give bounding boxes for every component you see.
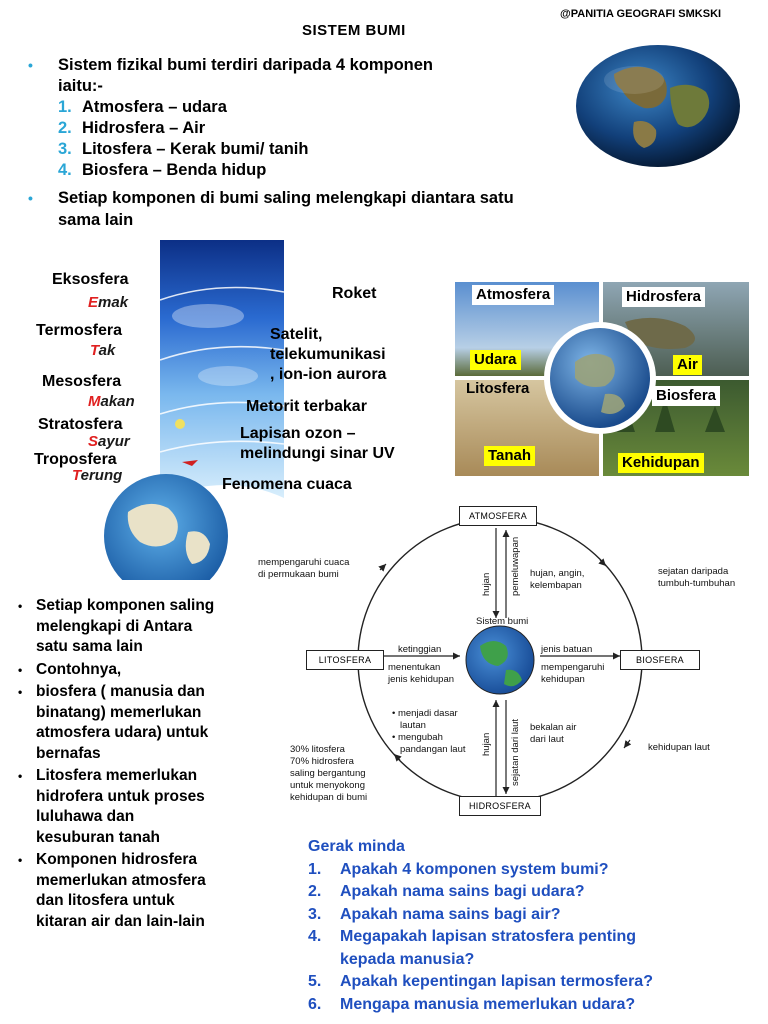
bullet-icon: • bbox=[18, 599, 23, 613]
layer-termosfera: Termosfera bbox=[36, 322, 122, 339]
label-kehidupan: Kehidupan bbox=[618, 453, 704, 473]
text-batuan: jenis batuan bbox=[541, 644, 593, 655]
label-litosfera: Litosfera bbox=[466, 380, 530, 397]
desc-satelit: Satelit, telekumunikasi , ion-ion aurora bbox=[270, 326, 387, 383]
mnemonic-tak: Tak bbox=[90, 342, 116, 359]
text-sejatan: sejatan daripada tumbuh-tumbuhan bbox=[658, 566, 736, 589]
author-credit: @PANITIA GEOGRAFI SMKSKI bbox=[560, 8, 722, 20]
label-biosfera: Biosfera bbox=[652, 386, 720, 406]
text-mempengaruhi: mempengaruhi kehidupan bbox=[541, 662, 605, 685]
intro-line: Setiap komponen di bumi saling melengkapi diantara satu bbox=[58, 189, 514, 207]
question-item: 6. Mengapa manusia memerlukan udara? bbox=[308, 995, 636, 1013]
text-hujan-top: hujan bbox=[481, 572, 492, 596]
label-atmosfera: Atmosfera bbox=[472, 285, 554, 305]
component-item: 1. Atmosfera – udara bbox=[58, 98, 227, 116]
component-item: 3. Litosfera – Kerak bumi/ tanih bbox=[58, 140, 309, 158]
layer-mesosfera: Mesosfera bbox=[42, 373, 122, 390]
intro-line: sama lain bbox=[58, 211, 134, 229]
bullet-icon: • bbox=[28, 190, 33, 206]
component-item: 4. Biosfera – Benda hidup bbox=[58, 161, 267, 179]
text-pemeluwapan: pemeluwapan bbox=[510, 536, 521, 596]
component-item: 2. Hidrosfera – Air bbox=[58, 119, 206, 137]
question-item: 5. Apakah kepentingan lapisan termosfera? bbox=[308, 973, 653, 990]
bullet-icon: • bbox=[18, 769, 23, 783]
earth-globe-image bbox=[574, 44, 742, 168]
box-biosfera: BIOSFERA bbox=[620, 650, 700, 670]
bullet-icon: • bbox=[18, 662, 23, 677]
mnemonic-emak: Emak bbox=[88, 294, 129, 311]
label-tanah: Tanah bbox=[484, 446, 535, 466]
text-kehidupan-laut: kehidupan laut bbox=[648, 742, 710, 753]
text-hujan-angin: hujan, angin, kelembapan bbox=[530, 568, 585, 591]
desc-roket: Roket bbox=[332, 285, 377, 302]
box-atmosfera: ATMOSFERA bbox=[459, 506, 537, 526]
questions-heading: Gerak minda bbox=[308, 838, 405, 855]
text-peratus: 30% litosfera 70% hidrosfera saling bergantung untuk menyokong kehidupan di bumi bbox=[290, 744, 368, 803]
text-cuaca: mempengaruhi cuaca di permukaan bumi bbox=[258, 557, 350, 580]
page-title: SISTEM BUMI bbox=[302, 22, 406, 39]
intro-line: iaitu:- bbox=[58, 77, 103, 95]
mnemonic-sayur: Sayur bbox=[88, 433, 130, 450]
bullet-icon: • bbox=[18, 685, 23, 699]
layer-eksosfera: Eksosfera bbox=[52, 271, 129, 288]
label-udara: Udara bbox=[470, 350, 521, 370]
label-sistem-bumi: Sistem bumi bbox=[476, 616, 529, 627]
text-bekalan: bekalan air dari laut bbox=[530, 722, 577, 745]
box-hidrosfera: HIDROSFERA bbox=[459, 796, 541, 816]
desc-meteor: Metorit terbakar bbox=[246, 398, 367, 415]
layer-troposfera: Troposfera bbox=[34, 451, 117, 468]
text-dasar-lautan: • menjadi dasar lautan • mengubah pandangan laut bbox=[392, 708, 466, 755]
question-item: 2. Apakah nama sains bagi udara? bbox=[308, 883, 585, 900]
intro-line: Sistem fizikal bumi terdiri daripada 4 komponen bbox=[58, 56, 434, 74]
question-item: 4. Megapakah lapisan stratosfera penting kepada manusia? bbox=[308, 928, 637, 968]
desc-cuaca: Fenomena cuaca bbox=[222, 476, 352, 493]
question-item: 1. Apakah 4 komponen system bumi? bbox=[308, 860, 609, 878]
question-list bbox=[308, 836, 748, 1016]
intro-bullet-list bbox=[28, 55, 588, 181]
desc-ozon: Lapisan ozon – melindungi sinar UV bbox=[240, 425, 395, 462]
label-air: Air bbox=[673, 355, 702, 375]
layer-stratosfera: Stratosfera bbox=[38, 416, 123, 433]
intro-bullet-2 bbox=[28, 187, 728, 231]
question-item: 3. Apakah nama sains bagi air? bbox=[308, 905, 561, 923]
text-sejatan-laut: sejatan dari laut bbox=[510, 718, 521, 786]
mnemonic-makan: Makan bbox=[88, 393, 135, 410]
box-litosfera: LITOSFERA bbox=[306, 650, 384, 670]
example-bullet-list: • Setiap komponen saling melengkapi di Antara satu sama lain • Contohnya, • biosfera ( manusia dan binatang) memerlukan atmosfera udara) untuk bernafas • Litosfera memerlukan hidrofera untuk proses luluhawa dan kesuburan tanah • Komponen hidrosfera memerlukan atmosfera dan litosfera untuk kitaran air dan lain-lain bbox=[18, 596, 284, 934]
text-menentukan: menentukan jenis kehidupan bbox=[388, 662, 455, 685]
label-hidrosfera: Hidrosfera bbox=[622, 287, 705, 307]
mnemonic-terung: Terung bbox=[72, 467, 123, 484]
bullet-icon: • bbox=[28, 57, 33, 73]
text-ketinggian: ketinggian bbox=[398, 644, 442, 655]
text-hujan-bottom: hujan bbox=[481, 732, 492, 756]
bullet-icon: • bbox=[18, 853, 23, 867]
